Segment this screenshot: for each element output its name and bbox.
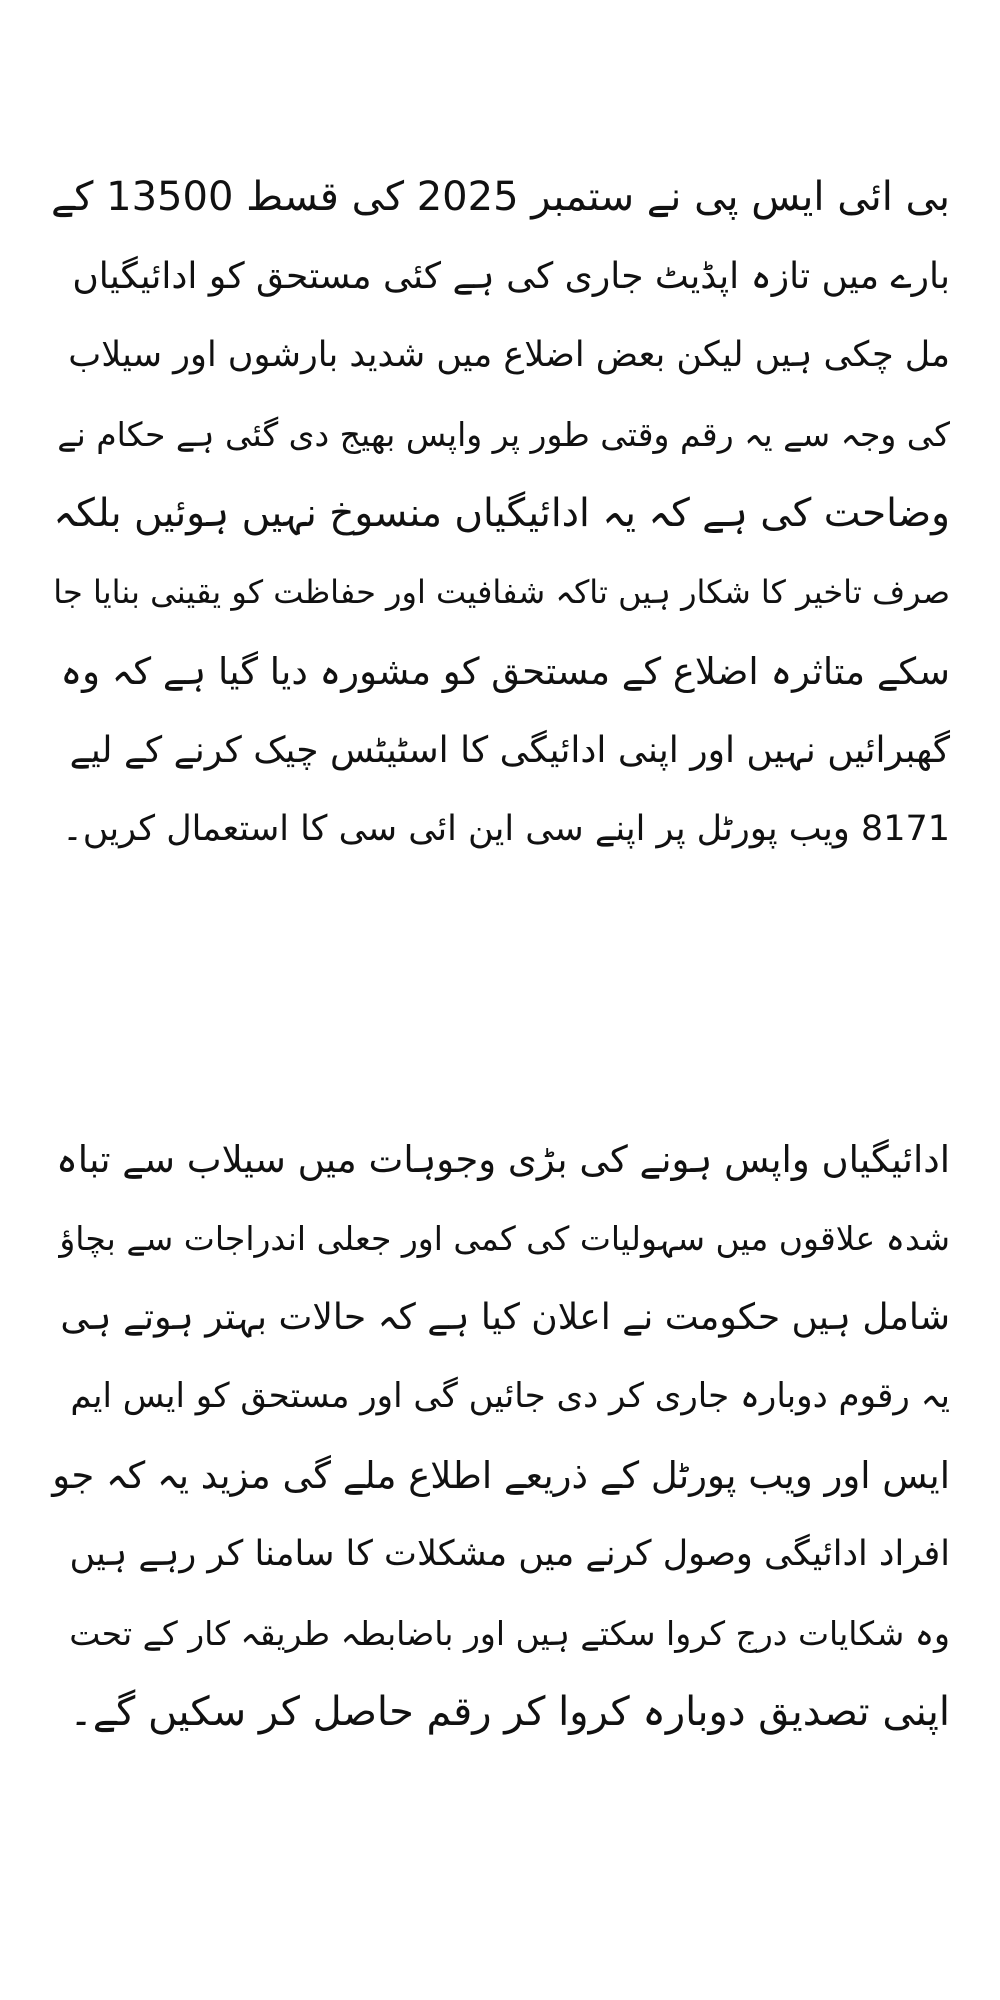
paragraph-line: افراد ادائیگی وصول کرنے میں مشکلات کا سامنا کر رہے ہیں <box>69 1534 950 1574</box>
paragraph-line: وضاحت کی ہے کہ یہ ادائیگیاں منسوخ نہیں ہوئیں بلکہ <box>53 491 950 536</box>
paragraph-line: صرف تاخیر کا شکار ہیں تاکہ شفافیت اور حفاظت کو یقینی بنایا جا <box>53 573 950 611</box>
paragraph-line: بارے میں تازہ اپڈیٹ جاری کی ہے کئی مستحق کو ادائیگیاں <box>72 256 950 297</box>
paragraph-line: بی ائی ایس پی نے ستمبر 2025 کی قسط 13500 کے <box>50 174 950 220</box>
paragraph-line: ادائیگیاں واپس ہونے کی بڑی وجوہات میں سیلاب سے تباہ <box>56 1138 950 1181</box>
paragraph-line: گھبرائیں نہیں اور اپنی ادائیگی کا اسٹیٹس چیک کرنے کے لیے <box>69 730 950 771</box>
paragraph-line: کی وجہ سے یہ رقم وقتی طور پر واپس بھیج دی گئی ہے حکام نے <box>57 415 950 454</box>
paragraph-line: 8171 ویب پورٹل پر اپنے سی این ائی سی کا استعمال کریں۔ <box>62 809 950 849</box>
paragraph-line: وہ شکایات درج کروا سکتے ہیں اور باضابطہ طریقہ کار کے تحت <box>69 1614 950 1653</box>
paragraph-line: ایس اور ویب پورٹل کے ذریعے اطلاع ملے گی مزید یہ کہ جو <box>52 1454 950 1497</box>
paragraph-line: مل چکی ہیں لیکن بعض اضلاع میں شدید بارشوں اور سیلاب <box>68 335 950 375</box>
article-paragraph-1 <box>50 158 950 869</box>
paragraph-line: سکے متاثرہ اضلاع کے مستحق کو مشورہ دیا گیا ہے کہ وہ <box>60 650 950 693</box>
paragraph-line: اپنی تصدیق دوبارہ کروا کر رقم حاصل کر سکیں گے۔ <box>69 1689 950 1735</box>
paragraph-line: یہ رقوم دوبارہ جاری کر دی جائیں گی اور مستحق کو ایس ایم <box>70 1376 950 1416</box>
paragraph-line: شامل ہیں حکومت نے اعلان کیا ہے کہ حالات بہتر ہوتے ہی <box>60 1297 950 1338</box>
article-paragraph-2 <box>50 1120 950 1752</box>
paragraph-line: شدہ علاقوں میں سہولیات کی کمی اور جعلی اندراجات سے بچاؤ <box>59 1219 950 1258</box>
